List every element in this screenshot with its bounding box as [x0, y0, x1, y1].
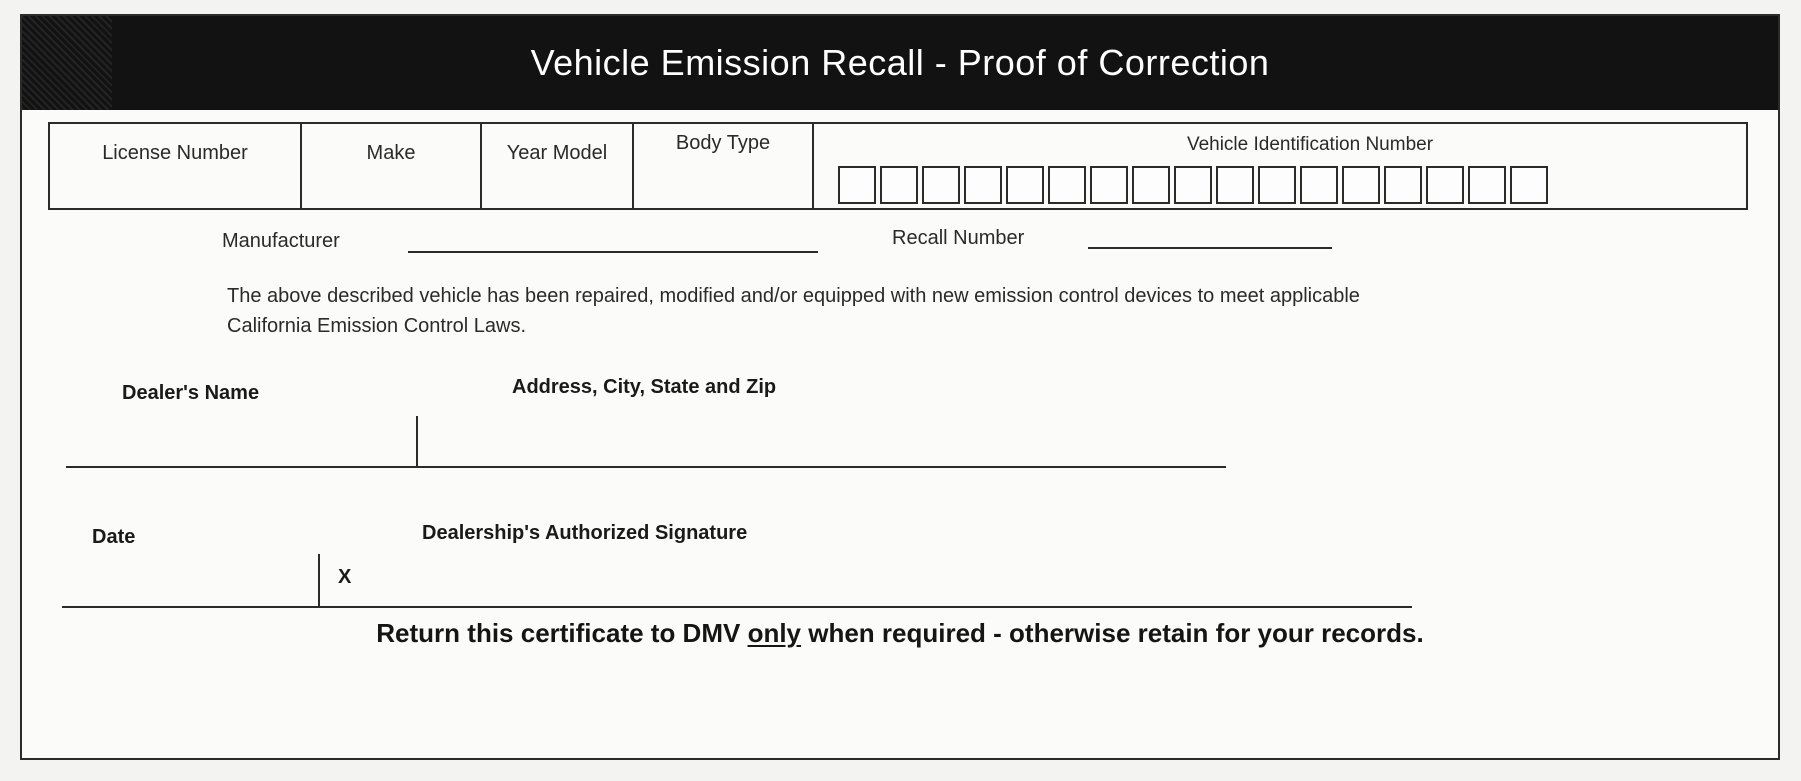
- body-type-label: Body Type: [675, 132, 771, 154]
- vin-character-box[interactable]: [1426, 166, 1464, 204]
- license-number-field[interactable]: [49, 123, 301, 209]
- dealer-name-label: Dealer's Name: [122, 382, 260, 404]
- vin-character-box[interactable]: [838, 166, 876, 204]
- return-instructions: [22, 618, 1778, 649]
- manufacturer-input-line[interactable]: [408, 251, 818, 253]
- vin-character-box[interactable]: [1468, 166, 1506, 204]
- footer-text-before: Return this certificate to DMV: [376, 618, 748, 648]
- vehicle-info-table: [48, 122, 1748, 210]
- recall-number-input-line[interactable]: [1088, 247, 1332, 249]
- signature-x-mark: X: [338, 566, 352, 588]
- vin-character-box[interactable]: [1006, 166, 1044, 204]
- vin-character-box[interactable]: [1132, 166, 1170, 204]
- vin-character-box[interactable]: [1258, 166, 1296, 204]
- vin-character-boxes: [838, 166, 1746, 204]
- date-signature-divider: [318, 554, 320, 608]
- make-label: Make: [366, 142, 416, 164]
- footer-emphasis-only: only: [747, 618, 802, 648]
- proof-of-correction-form: [20, 14, 1780, 760]
- dealer-address-divider: [416, 416, 418, 468]
- signature-label: Dealership's Authorized Signature: [422, 522, 748, 544]
- date-label: Date: [92, 526, 136, 548]
- vin-character-box[interactable]: [964, 166, 1002, 204]
- vin-label: Vehicle Identification Number: [1186, 134, 1434, 155]
- date-signature-input-line[interactable]: [62, 606, 1412, 608]
- license-number-label: License Number: [102, 142, 248, 164]
- correction-statement: The above described vehicle has been repaired, modified and/or equipped with new emission control devices to meet applicable California Emission Control Laws.: [227, 285, 1360, 337]
- vin-character-box[interactable]: [1342, 166, 1380, 204]
- year-model-field[interactable]: [481, 123, 633, 209]
- title-bar-texture: [22, 16, 112, 110]
- title-bar: [22, 16, 1778, 110]
- make-field[interactable]: [301, 123, 481, 209]
- address-label: Address, City, State and Zip: [512, 376, 777, 398]
- vin-character-box[interactable]: [1384, 166, 1422, 204]
- manufacturer-label: Manufacturer: [222, 230, 340, 252]
- form-title: Vehicle Emission Recall - Proof of Correction: [530, 42, 1270, 83]
- vin-character-box[interactable]: [922, 166, 960, 204]
- footer-text-after: when required - otherwise retain for your records.: [801, 618, 1424, 648]
- recall-number-label: Recall Number: [892, 227, 1025, 249]
- vin-character-box[interactable]: [1510, 166, 1548, 204]
- vin-character-box[interactable]: [1048, 166, 1086, 204]
- vin-character-box[interactable]: [1174, 166, 1212, 204]
- vin-character-box[interactable]: [1090, 166, 1128, 204]
- dealer-address-input-line[interactable]: [66, 466, 1226, 468]
- vin-field: [813, 123, 1747, 209]
- vin-character-box[interactable]: [1216, 166, 1254, 204]
- vin-character-box[interactable]: [1300, 166, 1338, 204]
- year-model-label: Year Model: [506, 142, 608, 164]
- body-type-field[interactable]: [633, 123, 813, 209]
- vin-character-box[interactable]: [880, 166, 918, 204]
